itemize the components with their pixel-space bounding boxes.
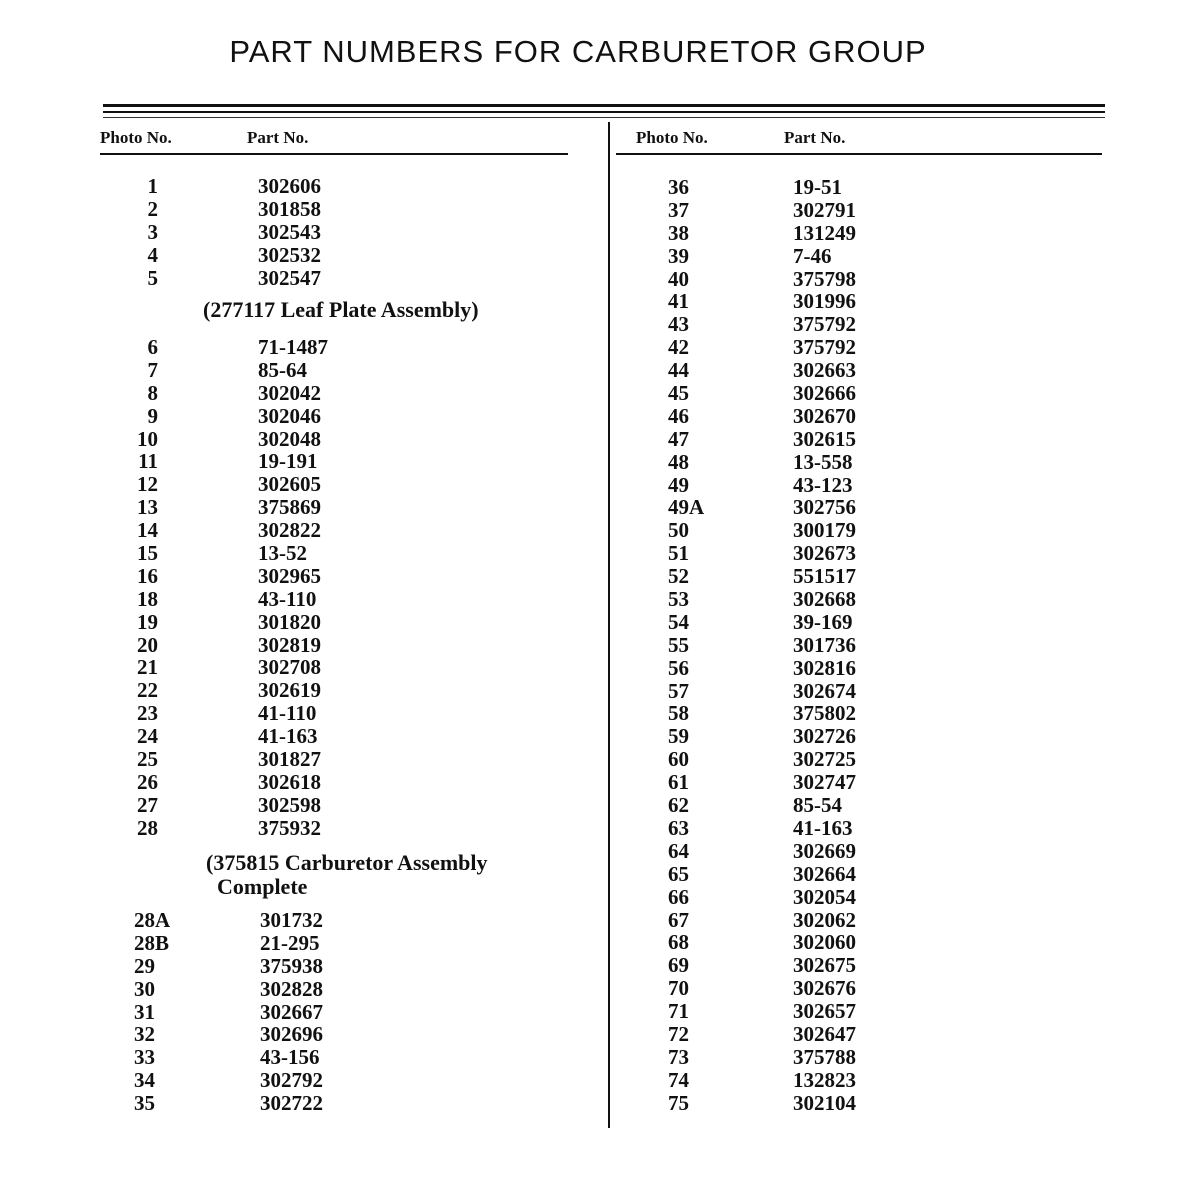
photo-number: 51 [668, 541, 689, 566]
part-number: 375792 [793, 312, 856, 337]
part-number: 85-64 [258, 357, 307, 382]
part-number: 302615 [793, 426, 856, 451]
left-photo-header: Photo No. [100, 128, 172, 147]
part-number: 302666 [793, 381, 856, 406]
part-number: 19-191 [258, 449, 318, 474]
photo-number: 67 [668, 907, 689, 932]
photo-number: 36 [668, 175, 689, 199]
part-number: 302532 [258, 242, 321, 267]
photo-number: 54 [668, 609, 689, 634]
photo-number: 16 [137, 563, 158, 588]
part-number: 301827 [258, 747, 321, 772]
part-number: 375792 [793, 335, 856, 360]
photo-number: 13 [137, 495, 158, 520]
part-number: 302606 [258, 174, 321, 198]
photo-number: 19 [137, 609, 158, 634]
photo-number: 58 [668, 701, 689, 726]
part-number: 302664 [793, 861, 856, 886]
photo-number: 23 [137, 701, 158, 726]
photo-number: 49 [668, 472, 689, 497]
part-number: 302791 [793, 197, 856, 222]
photo-number: 50 [668, 518, 689, 543]
part-number: 302696 [260, 1022, 323, 1047]
photo-number: 4 [147, 242, 158, 267]
photo-number: 37 [668, 197, 689, 222]
part-number: 302708 [258, 655, 321, 680]
part-number: 301736 [793, 632, 856, 657]
right-part-header: Part No. [784, 128, 846, 147]
part-number: 41-110 [258, 701, 317, 726]
photo-number: 49A [668, 495, 705, 520]
photo-number: 39 [668, 243, 689, 268]
part-number: 302668 [793, 587, 856, 612]
part-number: 302062 [793, 907, 856, 932]
photo-number: 52 [668, 564, 689, 589]
part-number: 301820 [258, 609, 321, 634]
part-number: 302675 [793, 953, 856, 978]
part-number: 302547 [258, 265, 321, 290]
photo-number: 35 [134, 1091, 155, 1116]
part-number: 300179 [793, 518, 856, 543]
photo-number: 30 [134, 976, 155, 1001]
part-number: 375802 [793, 701, 856, 726]
right-photo-header: Photo No. [636, 128, 708, 147]
top-rule [103, 117, 1105, 118]
photo-number: 68 [668, 930, 689, 955]
photo-number: 9 [147, 403, 158, 428]
part-number: 302647 [793, 1021, 856, 1046]
part-number: 21-295 [260, 930, 320, 955]
photo-number: 44 [668, 358, 689, 383]
photo-number: 10 [137, 426, 158, 451]
photo-number: 33 [134, 1045, 155, 1070]
left-part-header: Part No. [247, 128, 309, 147]
part-number: 13-52 [258, 541, 307, 566]
part-number: 301996 [793, 289, 856, 314]
carburetor-assembly-note: (375815 Carburetor Assembly [206, 850, 488, 875]
photo-number: 28A [134, 908, 171, 932]
top-rule [103, 104, 1105, 107]
part-number: 375788 [793, 1044, 856, 1069]
photo-number: 42 [668, 335, 689, 360]
photo-number: 71 [668, 999, 689, 1024]
part-number: 302046 [258, 403, 321, 428]
part-number: 375869 [258, 495, 321, 520]
photo-number: 46 [668, 403, 689, 428]
part-number: 375938 [260, 953, 323, 978]
top-rule [103, 111, 1105, 113]
photo-number: 74 [668, 1067, 689, 1092]
part-number: 43-156 [260, 1045, 320, 1070]
part-number: 302819 [258, 632, 321, 657]
photo-number: 7 [147, 357, 158, 382]
part-number: 551517 [793, 564, 856, 589]
photo-number: 43 [668, 312, 689, 337]
part-number: 302669 [793, 838, 856, 863]
right-part-list [793, 176, 856, 1115]
column-divider [608, 122, 610, 1128]
part-number: 39-169 [793, 609, 853, 634]
part-number: 302618 [258, 769, 321, 794]
part-number: 71-1487 [258, 335, 328, 359]
photo-number: 34 [134, 1068, 155, 1093]
part-number: 302676 [793, 976, 856, 1001]
left-part-list-1 [258, 175, 321, 289]
part-number: 302792 [260, 1068, 323, 1093]
right-photo-list [668, 176, 704, 1115]
part-number: 132823 [793, 1067, 856, 1092]
photo-number: 64 [668, 838, 689, 863]
photo-number: 62 [668, 793, 689, 818]
part-number: 19-51 [793, 175, 842, 199]
part-number: 302725 [793, 747, 856, 772]
photo-number: 26 [137, 769, 158, 794]
photo-number: 70 [668, 976, 689, 1001]
photo-number: 1 [147, 174, 158, 198]
part-number: 302543 [258, 219, 321, 244]
left-photo-list-1 [110, 175, 158, 289]
part-number: 41-163 [258, 724, 318, 749]
part-number: 302756 [793, 495, 856, 520]
part-number: 302054 [793, 884, 856, 909]
photo-number: 29 [134, 953, 155, 978]
part-number: 302619 [258, 678, 321, 703]
right-header-rule [616, 153, 1102, 155]
part-number: 375798 [793, 266, 856, 291]
photo-number: 45 [668, 381, 689, 406]
part-number: 302670 [793, 403, 856, 428]
photo-number: 38 [668, 220, 689, 245]
part-number: 302822 [258, 518, 321, 543]
part-number: 375932 [258, 815, 321, 840]
part-number: 302663 [793, 358, 856, 383]
photo-number: 47 [668, 426, 689, 451]
part-number: 302828 [260, 976, 323, 1001]
part-number: 41-163 [793, 815, 853, 840]
photo-number: 25 [137, 747, 158, 772]
part-number: 302048 [258, 426, 321, 451]
photo-number: 12 [137, 472, 158, 497]
part-number: 301858 [258, 196, 321, 221]
part-number: 7-46 [793, 243, 832, 268]
photo-number: 66 [668, 884, 689, 909]
photo-number: 73 [668, 1044, 689, 1069]
photo-number: 56 [668, 655, 689, 680]
part-number: 302598 [258, 792, 321, 817]
part-number: 302667 [260, 999, 323, 1024]
photo-number: 65 [668, 861, 689, 886]
part-number: 13-558 [793, 449, 853, 474]
photo-number: 21 [137, 655, 158, 680]
part-number: 302605 [258, 472, 321, 497]
photo-number: 55 [668, 632, 689, 657]
photo-number: 5 [147, 265, 158, 290]
photo-number: 20 [137, 632, 158, 657]
photo-number: 27 [137, 792, 158, 817]
photo-number: 28B [134, 930, 170, 955]
part-number: 85-54 [793, 793, 842, 818]
photo-number: 6 [147, 335, 158, 359]
part-number: 302673 [793, 541, 856, 566]
photo-number: 28 [137, 815, 158, 840]
photo-number: 53 [668, 587, 689, 612]
photo-number: 72 [668, 1021, 689, 1046]
photo-number: 63 [668, 815, 689, 840]
photo-number: 57 [668, 678, 689, 703]
part-number: 301732 [260, 908, 323, 932]
leaf-plate-assembly-note: (277117 Leaf Plate Assembly) [203, 297, 479, 322]
photo-number: 31 [134, 999, 155, 1024]
part-number: 302042 [258, 380, 321, 405]
photo-number: 2 [147, 196, 158, 221]
photo-number: 14 [137, 518, 158, 543]
part-number: 302722 [260, 1091, 323, 1116]
photo-number: 40 [668, 266, 689, 291]
left-photo-list-2 [110, 336, 158, 840]
photo-number: 24 [137, 724, 158, 749]
part-number: 43-110 [258, 586, 317, 611]
left-photo-list-3 [134, 909, 170, 1115]
photo-number: 18 [137, 586, 158, 611]
photo-number: 75 [668, 1090, 689, 1115]
part-number: 302657 [793, 999, 856, 1024]
left-header-rule [100, 153, 568, 155]
part-number: 302104 [793, 1090, 856, 1115]
part-number: 302747 [793, 770, 856, 795]
photo-number: 8 [147, 380, 158, 405]
left-part-list-2 [258, 336, 328, 840]
photo-number: 41 [668, 289, 689, 314]
carburetor-assembly-note-line2: Complete [217, 874, 308, 899]
part-number: 302726 [793, 724, 856, 749]
page-title: PART NUMBERS FOR CARBURETOR GROUP [229, 34, 927, 69]
photo-number: 60 [668, 747, 689, 772]
photo-number: 48 [668, 449, 689, 474]
photo-number: 15 [137, 541, 158, 566]
photo-number: 11 [138, 449, 158, 474]
photo-number: 3 [147, 219, 158, 244]
photo-number: 61 [668, 770, 689, 795]
photo-number: 32 [134, 1022, 155, 1047]
photo-number: 22 [137, 678, 158, 703]
left-part-list-3 [260, 909, 323, 1115]
part-number: 131249 [793, 220, 856, 245]
part-number: 302816 [793, 655, 856, 680]
part-number: 302965 [258, 563, 321, 588]
photo-number: 59 [668, 724, 689, 749]
part-number: 302060 [793, 930, 856, 955]
part-number: 43-123 [793, 472, 853, 497]
photo-number: 69 [668, 953, 689, 978]
part-number: 302674 [793, 678, 856, 703]
